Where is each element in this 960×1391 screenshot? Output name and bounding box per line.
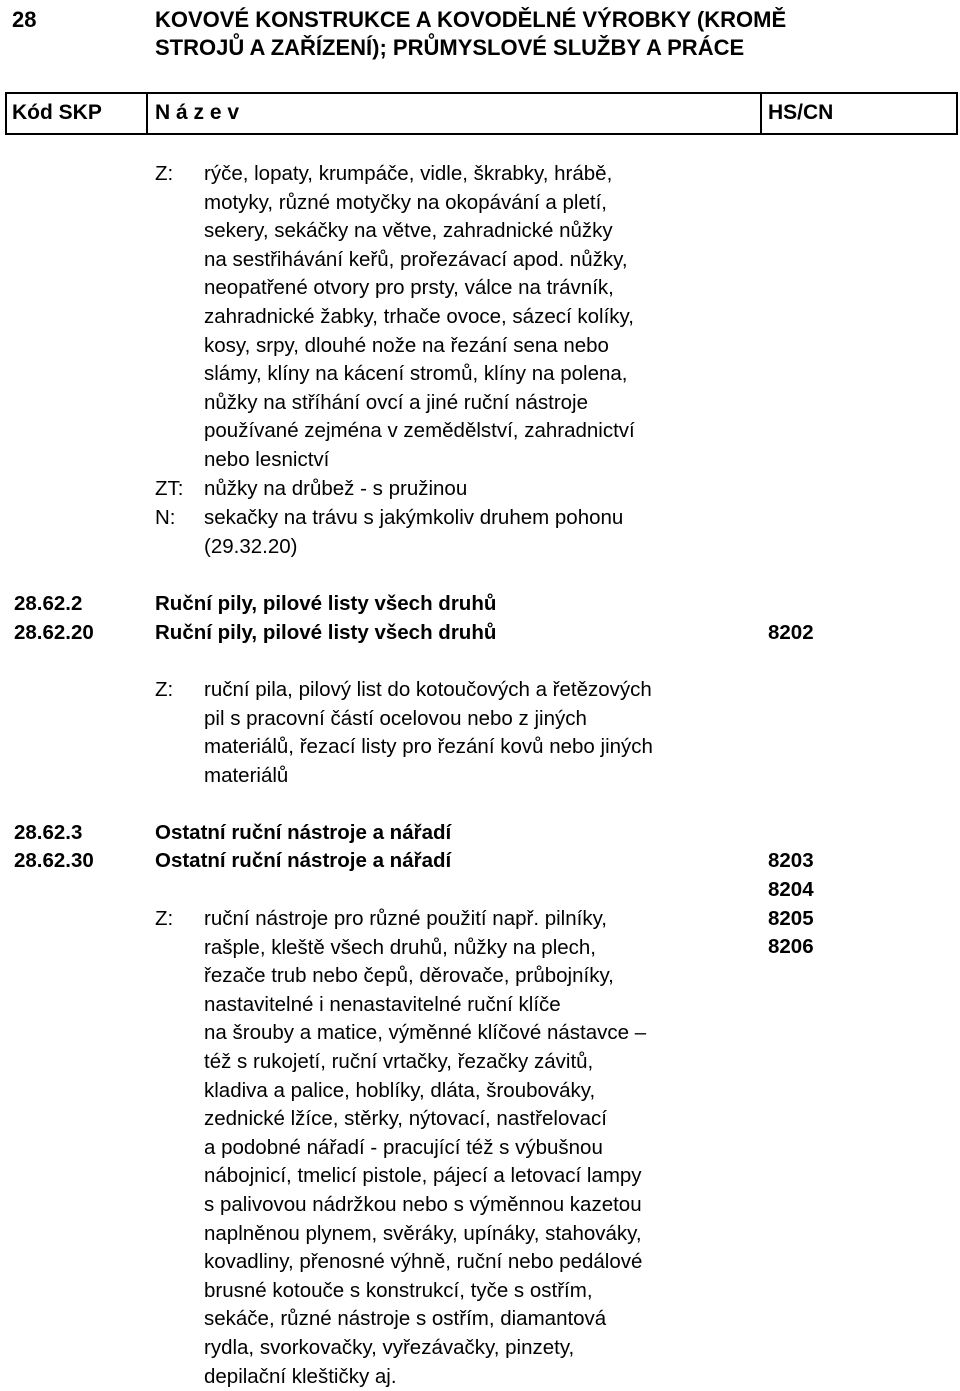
section-2862-2-name: Ruční pily, pilové listy všech druhů xyxy=(155,592,497,615)
block2-z-label: Z: xyxy=(155,678,174,701)
section-2862-3-code: 28.62.3 xyxy=(14,821,83,844)
block2-z-text: ruční pila, pilový list do kotoučových a řetězových pil s pracovní částí ocelovou nebo z jiných materiálů, řezací listy pro řezání kovů nebo jiných materiálů xyxy=(204,678,653,787)
section-2862-2-code: 28.62.2 xyxy=(14,592,83,615)
section-2862-3-name: Ostatní ruční nástroje a nářadí xyxy=(155,821,452,844)
header-right-border xyxy=(956,92,958,135)
block1-zt-text: nůžky na drůbež - s pružinou xyxy=(204,477,468,500)
header-name: N á z e v xyxy=(155,101,240,124)
block3-z-label: Z: xyxy=(155,907,174,930)
section-2862-20-code: 28.62.20 xyxy=(14,621,94,644)
block1-zt-label: ZT: xyxy=(155,477,184,500)
section-2862-30-code: 28.62.30 xyxy=(14,849,94,872)
block1-z-label: Z: xyxy=(155,162,174,185)
header-divider-1 xyxy=(146,92,148,135)
hs-code-8206: 8206 xyxy=(768,935,814,958)
chapter-title-line1: KOVOVÉ KONSTRUKCE A KOVODĚLNÉ VÝROBKY (KROMĚ xyxy=(155,7,787,32)
section-2862-30-name: Ostatní ruční nástroje a nářadí xyxy=(155,849,452,872)
chapter-number: 28 xyxy=(12,7,37,32)
header-divider-2 xyxy=(760,92,762,135)
section-2862-20-hs: 8202 xyxy=(768,621,814,644)
hs-code-8204: 8204 xyxy=(768,878,814,901)
section-2862-20-name: Ruční pily, pilové listy všech druhů xyxy=(155,621,497,644)
block1-z-text: rýče, lopaty, krumpáče, vidle, škrabky, hrábě, motyky, různé motyčky na okopávání a pletí, sekery, sekáčky na větve, zahradnické nůžky na sestřihávání keřů, prořezávací apod. nůžky, neopatřené otvory pro prsty, válce na trávník, zahradnické žabky, trhače ovoce, sázecí kolíky, kosy, srpy, dlouhé nože na řezání sena nebo slámy, klíny na kácení stromů, klíny na polena, nůžky na stříhání ovcí a jiné ruční nástroje používané zejména v zemědělství, zahradnictví nebo lesnictví xyxy=(204,162,635,471)
header-code: Kód SKP xyxy=(12,101,102,124)
block1-n-label: N: xyxy=(155,506,176,529)
block1-n-text: sekačky na trávu s jakýmkoliv druhem pohonu (29.32.20) xyxy=(204,506,624,558)
header-left-border xyxy=(5,92,7,135)
chapter-title-line2: STROJŮ A ZAŘÍZENÍ); PRŮMYSLOVÉ SLUŽBY A PRÁCE xyxy=(155,35,745,60)
block3-z-text: ruční nástroje pro různé použití např. pilníky, rašple, kleště všech druhů, nůžky na plech, řezače trub nebo čepů, děrovače, průbojníky, nastavitelné i nenastavitelné ruční klíče na šrouby a matice, výměnné klíčové nástavce – též s rukojetí, ruční vrtačky, řezačky závitů, kladiva a palice, hoblíky, dláta, šroubováky, zednické lžíce, stěrky, nýtovací, nastřelovací a podobné nářadí - pracující též s výbušnou nábojnicí, tmelicí pistole, pájecí a letovací lampy s palivovou nádržkou nebo s výměnnou kazetou naplněnou plynem, svěráky, upínáky, stahováky, kovadliny, přenosné výhně, ruční nebo pedálové brusné kotouče s konstrukcí, tyče s ostřím, sekáče, různé nástroje s ostřím, diamantová rydla, svorkovačky, vyřezávačky, pinzety, depilační kleštičky aj. xyxy=(204,907,647,1388)
header-hs: HS/CN xyxy=(768,101,834,124)
hs-code-8203: 8203 xyxy=(768,849,814,872)
hs-code-8205: 8205 xyxy=(768,907,814,930)
